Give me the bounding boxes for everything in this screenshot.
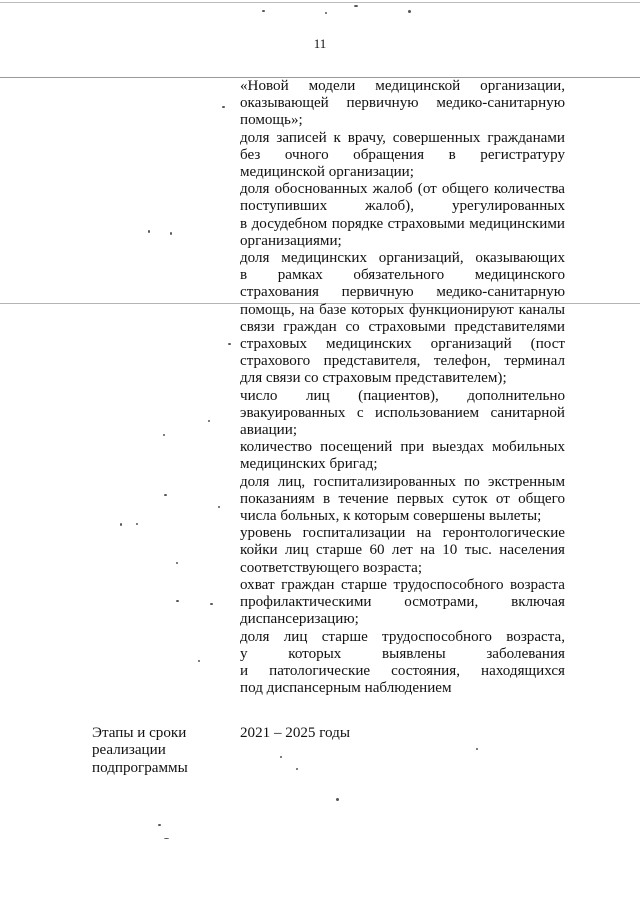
scan-speck bbox=[164, 838, 169, 839]
scan-speck bbox=[325, 12, 327, 14]
indicator-line: поступивших жалоб), урегулированных bbox=[240, 198, 565, 215]
indicator-line: доля медицинских организаций, оказывающих bbox=[240, 250, 565, 267]
scan-speck bbox=[163, 434, 165, 436]
indicator-line: в досудебном порядке страховыми медицинскими bbox=[240, 215, 565, 232]
indicator-item bbox=[240, 388, 565, 440]
scan-speck bbox=[164, 494, 167, 496]
indicator-line: количество посещений при выездах мобильных bbox=[240, 439, 565, 456]
indicator-line: помощь, на базе которых функционируют каналы bbox=[240, 301, 565, 318]
indicator-line: в рамках обязательного медицинского bbox=[240, 267, 565, 284]
indicator-line: число лиц (пациентов), дополнительно bbox=[240, 387, 565, 404]
scan-speck bbox=[228, 343, 231, 345]
indicator-line: койки лиц старше 60 лет на 10 тыс. населения bbox=[240, 542, 565, 559]
indicator-line: уровень госпитализации на геронтологические bbox=[240, 525, 565, 542]
scan-speck bbox=[280, 756, 282, 758]
indicator-line: доля записей к врачу, совершенных гражданами bbox=[240, 129, 565, 146]
indicator-line: диспансеризацию; bbox=[240, 611, 359, 628]
indicator-line: организациями; bbox=[240, 232, 342, 249]
indicator-line: профилактическими осмотрами, включая bbox=[240, 594, 565, 611]
indicator-line: оказывающей первичную медико-санитарную bbox=[240, 95, 565, 112]
indicator-item bbox=[240, 181, 565, 250]
indicator-line: страхового представителя, телефон, терминал bbox=[240, 353, 565, 370]
scan-speck bbox=[176, 600, 179, 602]
scan-speck bbox=[210, 603, 213, 605]
scan-speck bbox=[222, 106, 225, 108]
indicator-line: доля лиц старше трудоспособного возраста, bbox=[240, 628, 565, 645]
indicator-item bbox=[240, 439, 565, 473]
scan-edge-line bbox=[0, 2, 640, 3]
indicator-item bbox=[240, 78, 565, 130]
indicator-line: и патологические состояния, находящихся bbox=[240, 662, 565, 679]
scan-speck bbox=[170, 232, 172, 235]
indicator-line: без очного обращения в регистратуру bbox=[240, 146, 565, 163]
page-number: 11 bbox=[313, 36, 327, 51]
indicator-line: доля обоснованных жалоб (от общего количества bbox=[240, 181, 565, 198]
stages-label-line: Этапы и сроки bbox=[92, 725, 187, 741]
indicator-line: показаниям в течение первых суток от общего bbox=[240, 490, 565, 507]
indicator-line: эвакуированных с использованием санитарной bbox=[240, 404, 565, 421]
scan-speck bbox=[158, 824, 161, 826]
stages-label-line: подпрограммы bbox=[92, 759, 188, 776]
indicator-item bbox=[240, 130, 565, 182]
indicator-item bbox=[240, 629, 565, 698]
indicator-line: числа больных, к которым совершены вылеты; bbox=[240, 508, 542, 525]
scan-speck bbox=[296, 768, 298, 770]
scan-speck bbox=[262, 10, 265, 12]
stages-value: 2021 – 2025 годы bbox=[240, 725, 350, 741]
scan-speck bbox=[408, 10, 411, 13]
indicator-line: доля лиц, госпитализированных по экстренным bbox=[240, 473, 565, 490]
indicator-line: охват граждан старше трудоспособного возраста bbox=[240, 576, 565, 593]
scan-speck bbox=[176, 562, 178, 564]
indicator-line: «Новой модели медицинской организации, bbox=[240, 78, 565, 94]
scan-speck bbox=[336, 798, 339, 801]
indicator-line: у которых выявлены заболевания bbox=[240, 645, 565, 662]
indicator-line: помощь»; bbox=[240, 112, 303, 129]
indicator-line: связи граждан со страховыми представителями bbox=[240, 318, 565, 335]
stages-label bbox=[92, 725, 232, 777]
scan-speck bbox=[198, 660, 200, 662]
scan-speck bbox=[208, 420, 210, 422]
scan-speck bbox=[476, 748, 478, 750]
indicator-item bbox=[240, 250, 565, 388]
scan-speck bbox=[136, 523, 138, 525]
indicator-line: страховых медицинских организаций (пост bbox=[240, 336, 565, 353]
indicator-line: авиации; bbox=[240, 422, 298, 439]
indicator-item bbox=[240, 525, 565, 577]
scan-speck bbox=[354, 5, 358, 7]
indicator-line: для связи со страховым представителем); bbox=[240, 370, 507, 387]
indicator-item bbox=[240, 474, 565, 526]
indicator-item bbox=[240, 577, 565, 629]
indicator-line: страхования первичную медико-санитарную bbox=[240, 284, 565, 301]
scan-speck bbox=[148, 230, 150, 233]
scan-speck bbox=[120, 523, 122, 526]
indicator-line: соответствующего возраста; bbox=[240, 559, 423, 576]
scan-speck bbox=[218, 506, 220, 508]
indicators-list bbox=[240, 78, 565, 697]
stages-label-line: реализации bbox=[92, 742, 166, 759]
indicator-line: медицинской организации; bbox=[240, 164, 414, 181]
indicator-line: под диспансерным наблюдением bbox=[240, 680, 452, 697]
indicator-line: медицинских бригад; bbox=[240, 456, 378, 473]
